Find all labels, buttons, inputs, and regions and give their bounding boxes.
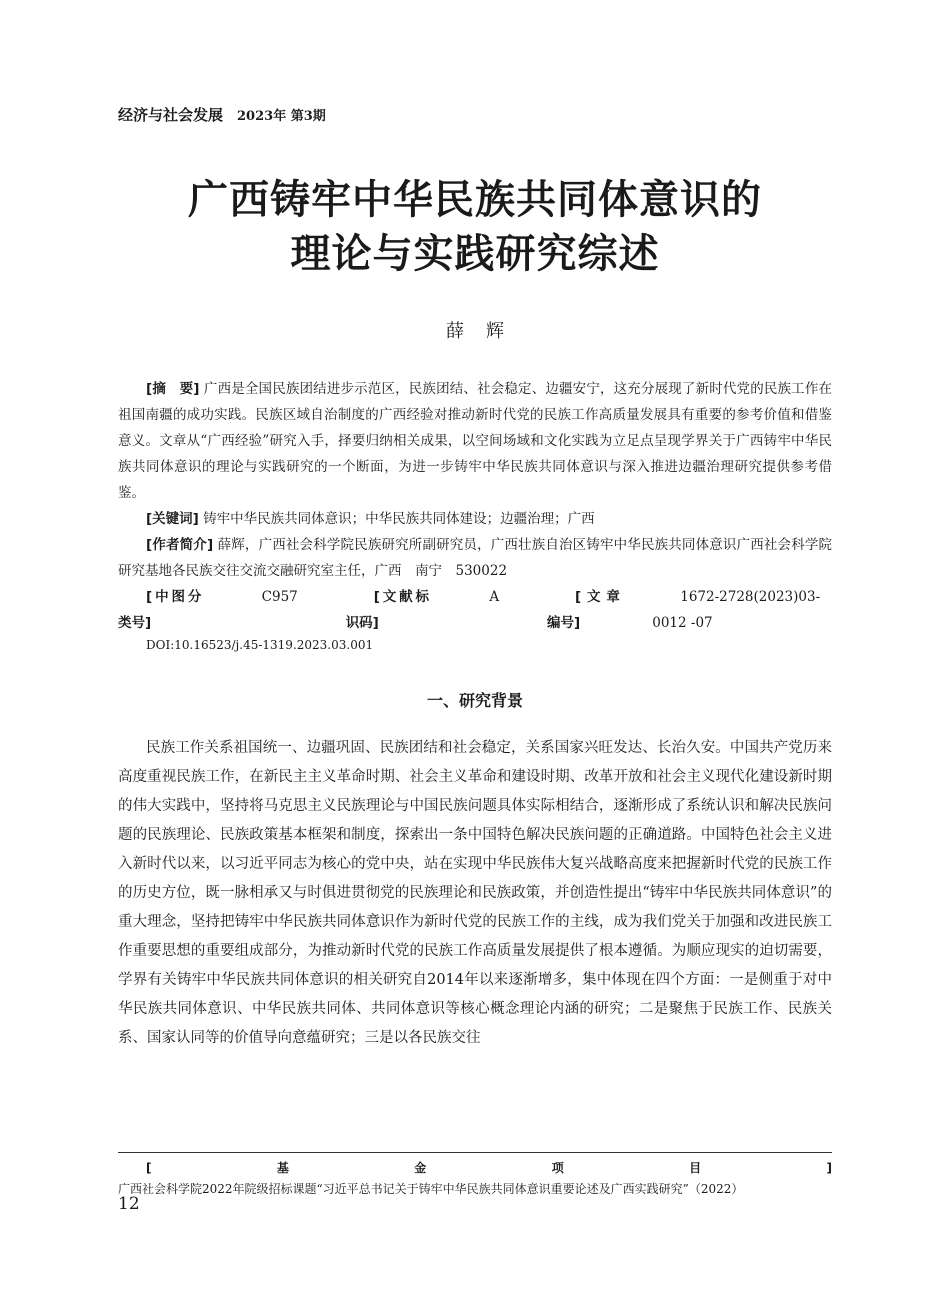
author-bio-label: [作者简介]: [146, 537, 214, 553]
clc-value: C957: [261, 589, 298, 605]
keywords-label: [关键词]: [146, 511, 199, 527]
doc-code-value: A: [489, 589, 500, 605]
front-matter: [118, 376, 832, 654]
keywords: [118, 506, 832, 532]
footnote-label: [基金项目]: [146, 1161, 832, 1175]
doc-code-label: [文献标识码]: [345, 589, 430, 631]
abstract: [118, 376, 832, 506]
keywords-text: 铸牢中华民族共同体意识；中华民族共同体建设；边疆治理；广西: [203, 511, 595, 527]
article-title-line-2: 理论与实践研究综述: [290, 231, 660, 277]
footnote-text: 广西社会科学院2022年院级招标课题“习近平总书记关于铸牢中华民族共同体意识重要论述及广西实践研究”（2022）: [118, 1182, 744, 1196]
author-name: 薛辉: [446, 321, 526, 342]
article-number-label: [文章编号]: [547, 589, 620, 631]
article-number-value: 1672-2728(2023)03- 0012 -07: [652, 589, 821, 631]
page-number: 12: [118, 1194, 140, 1214]
article-title-line-1: 广西铸牢中华民族共同体意识的: [188, 177, 762, 223]
body-paragraph: 民族工作关系祖国统一、边疆巩固、民族团结和社会稳定，关系国家兴旺发达、长治久安。中国共产党历来高度重视民族工作，在新民主主义革命时期、社会主义革命和建设时期、改革开放和社会主义现代化建设新时期的伟大实践中，坚持将马克思主义民族理论与中国民族问题具体实际相结合，逐渐形成了系统认识和解决民族问题的民族理论、民族政策基本框架和制度，探索出一条中国特色解决民族问题的正确道路。中国特色社会主义进入新时代以来，以习近平同志为核心的党中央，站在实现中华民族伟大复兴战略高度来把握新时代党的民族工作的历史方位，既一脉相承又与时俱进贯彻党的民族理论和民族政策，并创造性提出“铸牢中华民族共同体意识”的重大理念，坚持把铸牢中华民族共同体意识作为新时代党的民族工作的主线，成为我们党关于加强和改进民族工作重要思想的重要组成部分，为推动新时代党的民族工作高质量发展提供了根本遵循。为顺应现实的迫切需要，学界有关铸牢中华民族共同体意识的相关研究自2014年以来逐渐增多，集中体现在四个方面：一是侧重于对中华民族共同体意识、中华民族共同体、共同体意识等核心概念理论内涵的研究；二是聚焦于民族工作、民族关系、国家认同等的价值导向意蕴研究；三是以各民族交往: [118, 740, 832, 1046]
body-section: [118, 734, 832, 1053]
journal-issue: 2023年 第3期: [237, 109, 326, 124]
author-bio-text: 薛辉，广西社会科学院民族研究所副研究员，广西壮族自治区铸牢中华民族共同体意识广西社会科学院研究基地各民族交往交流交融研究室主任，广西 南宁 530022: [118, 537, 833, 579]
abstract-text: 广西是全国民族团结进步示范区，民族团结、社会稳定、边疆安宁，这充分展现了新时代党的民族工作在祖国南疆的成功实践。民族区域自治制度的广西经验对推动新时代党的民族工作高质量发展具有重要的参考价值和借鉴意义。文章从“广西经验”研究入手，择要归纳相关成果，以空间场域和文化实践为立足点呈现学界关于广西铸牢中华民族共同体意识的理论与实践研究的一个断面，为进一步铸牢中华民族共同体意识与深入推进边疆治理研究提供参考借鉴。: [118, 381, 832, 501]
journal-header: [118, 104, 326, 125]
footnote: [118, 1158, 832, 1200]
doi: DOI:10.16523/j.45-1319.2023.03.001: [146, 638, 374, 652]
classification-row: [118, 584, 832, 636]
abstract-label: [摘 要]: [146, 381, 200, 397]
section-heading: 一、研究背景: [426, 691, 523, 710]
footnote-divider: [118, 1152, 832, 1153]
journal-name: 经济与社会发展: [118, 106, 224, 124]
clc-label: [中图分类号]: [118, 589, 202, 631]
author-bio: [118, 532, 832, 584]
